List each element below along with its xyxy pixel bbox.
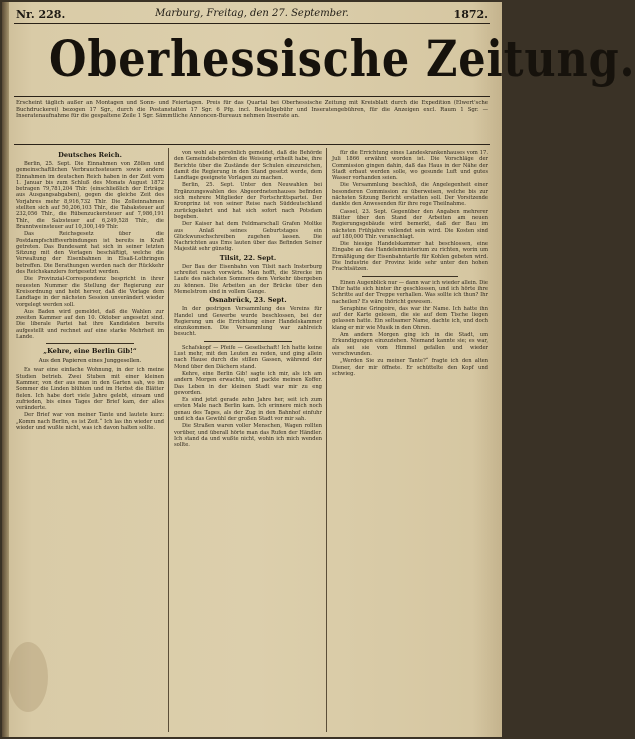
column-3 <box>332 150 488 730</box>
header-line <box>16 8 488 22</box>
newspaper-page <box>2 2 635 737</box>
feuilleton-paragraph: Die Straßen waren voller Menschen, Wagen rollten vorüber, und überall hörte man das Rufen der Händler. Ich stand da und wußte nicht, wohin ich mich wenden sollte. <box>174 423 322 449</box>
article-paragraph: Das Reichsgesetz über die Postdampfschiffsverbindungen ist bereits in Kraft getreten. Das Bundesamt hat sich in seiner letzten Sitzung mit den Vorlagen beschäftigt, welche die Verwaltung der Eisenbahnen in Elsaß-Lothringen betreffen. Die Berathungen werden nach der Rückkehr des Reichskanzlers fortgesetzt werden. <box>16 231 164 276</box>
article-paragraph: Die Versammlung beschloß, die Angelegenheit einer besonderen Commission zu überweisen, welche bis zur nächsten Sitzung Bericht erstatten soll. Der Vorsitzende dankte den Anwesenden für ihre rege Theilnahme. <box>332 182 488 208</box>
column-1 <box>16 150 164 730</box>
feuilleton-paragraph: Der Brief war von meiner Tante und lautete kurz: „Komm nach Berlin, es ist Zeit.“ Ich las ihn wieder und wieder und wußte nicht, was ich davon halten sollte. <box>16 412 164 431</box>
article-paragraph: Berlin, 25. Sept. Die Einnahmen von Zöllen und gemeinschaftlichen Verbrauchssteuern sowie andere Einnahmen im deutschen Reich haben in der Zeit vom 1. Januar bis zum Schluß des Monats August 1872 betragen 79,781,204 Thlr. (einschließlich der Erträge aus Ausgangsabgaben), gegen die gleiche Zeit des Vorjahres mehr 8,916,732 Thlr. Die Zolleinnahmen stellten sich auf 50,206,103 Thlr., die Tabaksteuer auf 232,056 Thlr., die Rübenzuckersteuer auf 7,986,191 Thlr., die Salzsteuer auf 6,249,528 Thlr., die Branntweinsteuer auf 10,300,149 Thlr. <box>16 161 164 230</box>
feuilleton-paragraph: Am andern Morgen ging ich in die Stadt, um Erkundigungen einzuziehen. Niemand kannte sie; es war, als sei sie vom Himmel gefallen und wieder verschwunden. <box>332 332 488 357</box>
column-divider <box>168 148 169 732</box>
feuilleton-paragraph: „Werden Sie zu meiner Tante?“ fragte ich den alten Diener, der mir öffnete. Er schüttelte den Kopf und schwieg. <box>332 358 488 377</box>
article-paragraph: von wohl als persönlich gemeldet, daß die Behörde den Gemeindebehörden die Weisung ertheilt habe, ihre Berichte über die Zustände der Schulen einzureichen, damit die Regierung in den Stand gesetzt werde, dem Landtage geeignete Vorlagen zu machen. <box>174 150 322 182</box>
place-date: Marburg, Freitag, den 27. September. <box>155 8 349 19</box>
article-paragraph: Die hiesige Handelskammer hat beschlossen, eine Eingabe an das Handelsministerium zu richten, worin um Ermäßigung der Eisenbahntarife für Kohlen gebeten wird. Die Industrie der Provinz leide sehr unter den hohen Frachtsätzen. <box>332 241 488 273</box>
article-paragraph: In der gestrigen Versammlung des Vereins für Handel und Gewerbe wurde beschlossen, bei der Regierung um die Errichtung einer Handelskammer einzukommen. Die Versammlung war zahlreich besucht. <box>174 306 322 338</box>
feuilleton-rule <box>362 276 458 277</box>
dateline-heading: Tilsit, 22. Sept. <box>219 253 277 262</box>
feuilleton-paragraph: Kehre, eine Berlin Gib! sagte ich mir, als ich am andern Morgen erwachte, und packte meinen Koffer. Das Leben in der kleinen Stadt war mir zu eng geworden. <box>174 370 322 396</box>
article-paragraph: Aus Baden wird gemeldet, daß die Wahlen zur zweiten Kammer auf den 10. Oktober angesetzt sind. Die liberale Partei hat ihre Kandidaten bereits aufgestellt und rechnet auf eine starke Mehrheit im Lande. <box>16 308 164 341</box>
feuilleton-title: „Kehre, eine Berlin Gib!“ <box>43 347 137 356</box>
feuilleton-paragraph: Es sind jetzt gerade zehn Jahre her, seit ich zum ersten Male nach Berlin kam. Ich erinnere mich noch genau des Tages, als der Zug in den Bahnhof einfuhr und ich das Gewühl der großen Stadt vor mir sah. <box>174 397 322 422</box>
feuilleton-paragraph: Einen Augenblick nur — dann war ich wieder allein. Die Thür hatte sich hinter ihr geschlossen, und ich hörte ihre Schritte auf der Treppe verhallen. Was sollte ich thun? Ihr nacheilen? Es wäre thöricht gewesen. <box>332 279 488 305</box>
feuilleton-subtitle: Aus den Papieren eines Junggesellen. <box>38 358 142 365</box>
feuilleton-rule <box>204 341 292 342</box>
binding-edge <box>2 2 9 737</box>
article-paragraph: Die Provinzial-Correspondenz bespricht in ihrer neuesten Nummer die Stellung der Regierung zur Kreisordnung und hebt hervor, daß die Vorlage dem Landtage in der nächsten Session unverändert wieder vorgelegt werden soll. <box>16 276 164 308</box>
feuilleton-paragraph: Seraphine Gringoire, das war ihr Name. Ich hatte ihn auf der Karte gelesen, die sie auf dem Tische liegen gelassen hatte. Ein seltsamer Name, dachte ich, und doch klang er mir wie Musik in den Ohren. <box>332 305 488 331</box>
column-2 <box>174 150 322 730</box>
feuilleton-paragraph: Schafskopf — Pfeife — Gesellschaft! Ich hatte keine Lust mehr, mit den Leuten zu reden, und ging allein nach Hause durch die stillen Gassen, während der Mond über den Dächern stand. <box>174 344 322 370</box>
article-paragraph: für die Errichtung eines Landeskrankenhauses vom 17. Juli 1866 erwähnt worden ist. Die Vorschläge der Commission gingen dahin, daß das Haus in der Nähe der Stadt erbaut werden solle, wo gesunde Luft und gutes Wasser vorhanden seien. <box>332 150 488 182</box>
issue-year: 1872. <box>453 8 488 21</box>
masthead-title: Oberhessische Zeitung. <box>49 29 635 88</box>
section-heading: Deutsches Reich. <box>58 151 122 159</box>
article-paragraph: Cassel, 23. Sept. Gegenüber den Angaben mehrerer Blätter über den Stand der Arbeiten am neuen Regierungsgebäude wird bemerkt, daß der Bau im nächsten Frühjahre vollendet sein wird. Die Kosten sind auf 180,000 Thlr. veranschlagt. <box>332 208 488 240</box>
masthead-rule <box>14 96 490 97</box>
column-divider <box>326 148 327 732</box>
article-paragraph: Berlin, 25. Sept. Unter den Neuwahlen bei Ergänzungswahlen des Abgeordnetenhauses befinden sich mehrere Mitglieder der Fortschrittspartei. Der Kronprinz ist von seiner Reise nach Süddeutschland zurückgekehrt und hat sich sofort nach Potsdam begeben. <box>174 182 322 220</box>
subscription-notice: Erscheint täglich außer an Montagen und Sonn- und Feiertagen. Preis für das Quartal bei Oberhessische Zeitung mit Kreisblatt durch die Expedition (Elwert'sche Buchdruckerei) bezogen 17 Sgr., durch die Postanstalten 17 Sgr. 6 Pfg. incl. Bestellgebühr und Inseratengebühren, für die Anzeigen excl. Raum 1 Sgr. — Inseratenaufnahme für die gespaltene Zeile 1 Sgr. Sämmtliche Annoncen-Bureaux nehmen Inserate an. <box>16 100 488 120</box>
feuilleton-paragraph: Es war eine einfache Wohnung, in der ich meine Studien betrieb. Zwei Stuben mit einer kleinen Kammer, von der aus man in den Garten sah, wo im Sommer die Linden blühten und im Herbst die Blätter fielen. Ich habe dort viele Jahre gelebt, einsam und zufrieden, bis eines Tages der Brief kam, der alles veränderte. <box>16 367 164 412</box>
feuilleton-rule <box>46 343 134 344</box>
notice-rule <box>14 144 490 145</box>
issue-number: Nr. 228. <box>16 8 66 21</box>
dateline-heading: Osnabrück, 23. Sept. <box>209 296 287 305</box>
article-paragraph: Der Kaiser hat dem Feldmarschall Grafen Moltke aus Anlaß seines Geburtstages ein Glückwunschschreiben zugehen lassen. Die Nachrichten aus Ems lauten über das Befinden Seiner Majestät sehr günstig. <box>174 221 322 253</box>
article-paragraph: Der Bau der Eisenbahn von Tilsit nach Insterburg schreitet rasch vorwärts. Man hofft, die Strecke im Laufe des nächsten Sommers dem Verkehr übergeben zu können. Die Arbeiten an der Brücke über den Memelstrom sind in vollem Gange. <box>174 263 322 295</box>
header-rule <box>14 23 490 24</box>
